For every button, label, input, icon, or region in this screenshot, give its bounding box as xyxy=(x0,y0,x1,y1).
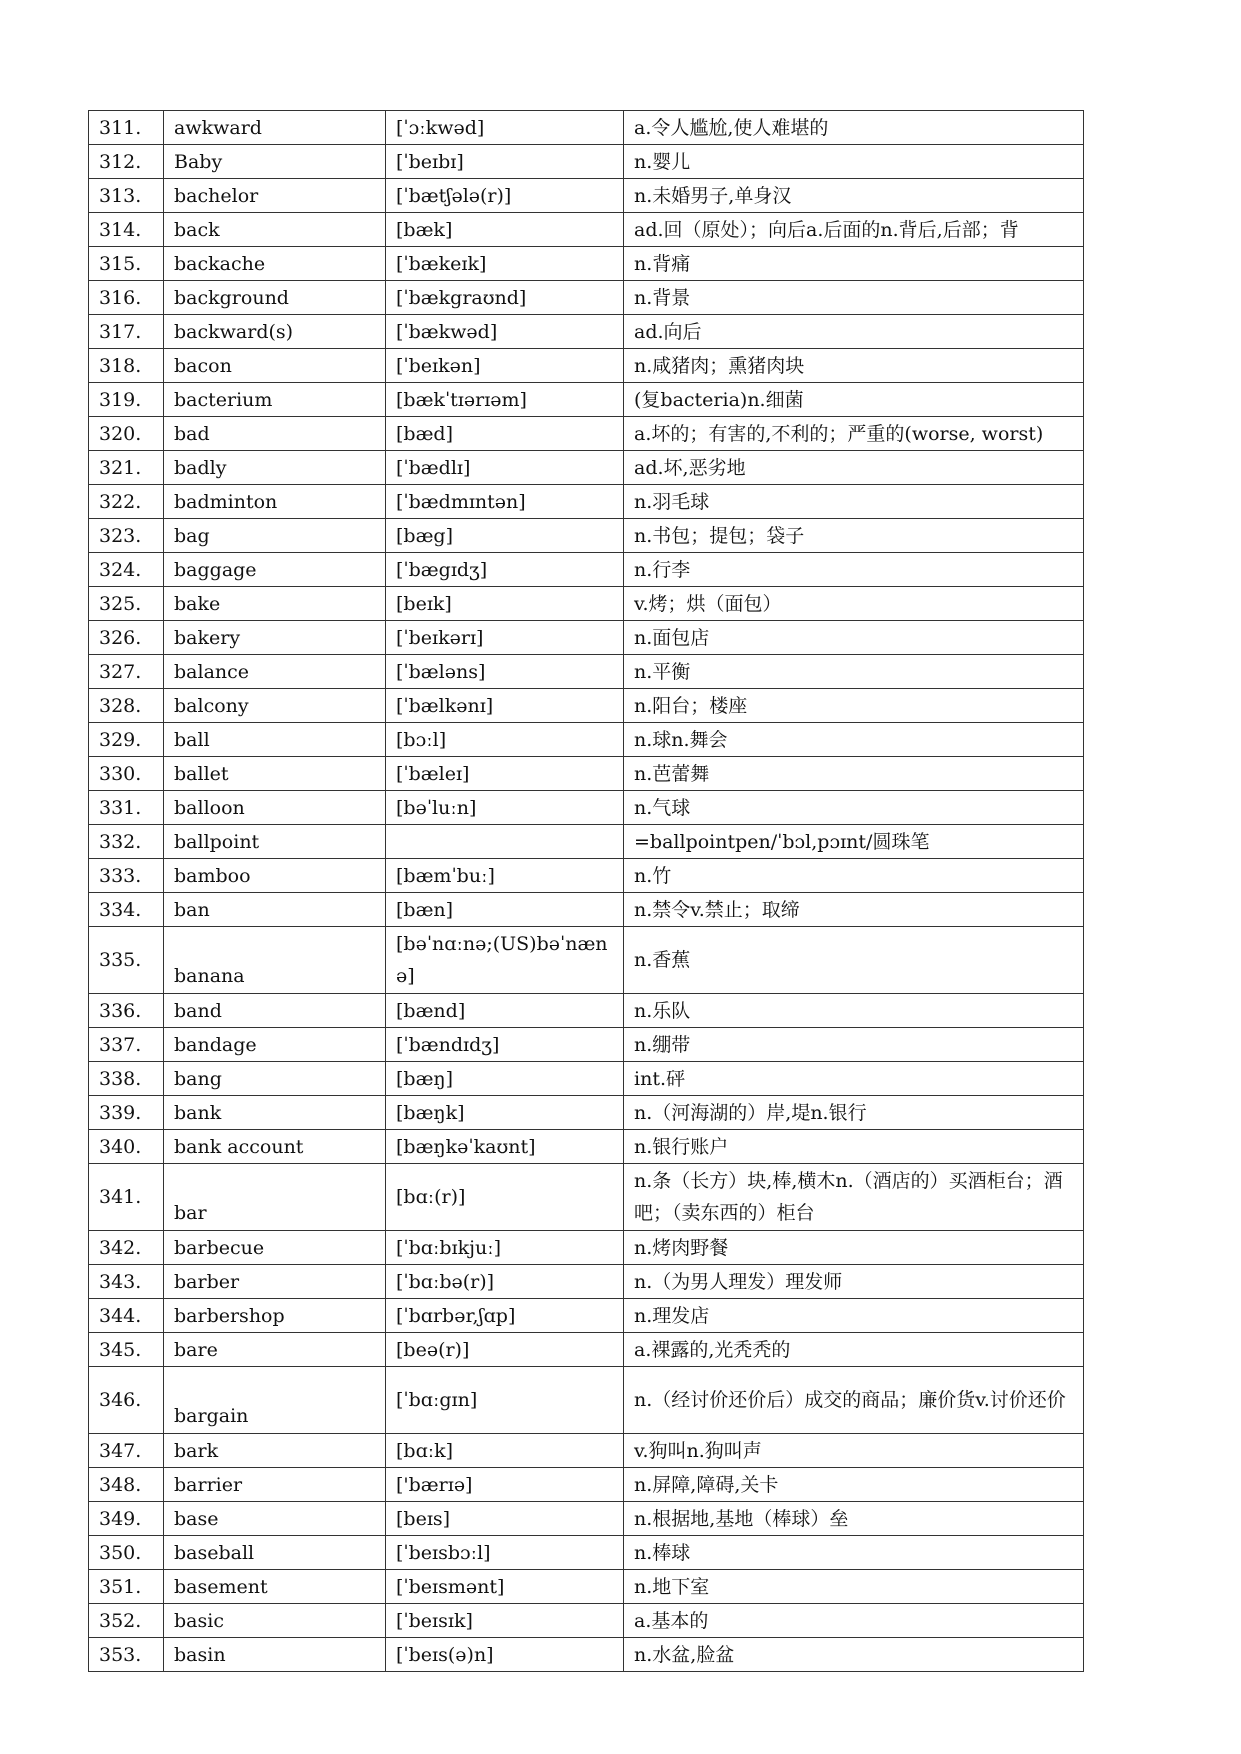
entry-word: backward(s) xyxy=(164,315,386,349)
entry-number: 325. xyxy=(89,587,164,621)
entry-definition: n.阳台；楼座 xyxy=(624,689,1084,723)
entry-definition: n.理发店 xyxy=(624,1299,1084,1333)
entry-phonetic: [bæg] xyxy=(386,519,624,553)
entry-number: 330. xyxy=(89,757,164,791)
entry-number: 311. xyxy=(89,111,164,145)
entry-word: baggage xyxy=(164,553,386,587)
table-row xyxy=(89,383,1084,417)
entry-number: 339. xyxy=(89,1096,164,1130)
entry-word: bark xyxy=(164,1434,386,1468)
table-row xyxy=(89,1231,1084,1265)
entry-definition: n.羽毛球 xyxy=(624,485,1084,519)
table-row xyxy=(89,621,1084,655)
entry-number: 335. xyxy=(89,927,164,994)
entry-phonetic: [ˈbeɪsmənt] xyxy=(386,1570,624,1604)
table-row xyxy=(89,1028,1084,1062)
table-row xyxy=(89,315,1084,349)
table-row xyxy=(89,111,1084,145)
entry-phonetic: [ˈbætʃələ(r)] xyxy=(386,179,624,213)
entry-definition: v.狗叫n.狗叫声 xyxy=(624,1434,1084,1468)
entry-definition: v.烤；烘（面包） xyxy=(624,587,1084,621)
entry-definition: n.球n.舞会 xyxy=(624,723,1084,757)
entry-number: 337. xyxy=(89,1028,164,1062)
table-row xyxy=(89,281,1084,315)
entry-number: 327. xyxy=(89,655,164,689)
entry-phonetic: [ˈbæləns] xyxy=(386,655,624,689)
table-row xyxy=(89,349,1084,383)
table-row xyxy=(89,1468,1084,1502)
entry-phonetic: [ˈbeɪsɪk] xyxy=(386,1604,624,1638)
table-row xyxy=(89,723,1084,757)
entry-number: 318. xyxy=(89,349,164,383)
table-row xyxy=(89,1265,1084,1299)
entry-definition: n.芭蕾舞 xyxy=(624,757,1084,791)
entry-phonetic: [bækˈtɪərɪəm] xyxy=(386,383,624,417)
entry-word: balance xyxy=(164,655,386,689)
entry-number: 348. xyxy=(89,1468,164,1502)
entry-number: 316. xyxy=(89,281,164,315)
entry-definition: (复bacteria)n.细菌 xyxy=(624,383,1084,417)
entry-word: bachelor xyxy=(164,179,386,213)
entry-phonetic: [ˈbɑːbə(r)] xyxy=(386,1265,624,1299)
entry-definition: n.乐队 xyxy=(624,994,1084,1028)
entry-number: 314. xyxy=(89,213,164,247)
table-row xyxy=(89,587,1084,621)
entry-number: 351. xyxy=(89,1570,164,1604)
entry-word: ban xyxy=(164,893,386,927)
vocabulary-table xyxy=(88,110,1084,1672)
entry-number: 319. xyxy=(89,383,164,417)
entry-phonetic: [ˈbændɪdʒ] xyxy=(386,1028,624,1062)
entry-phonetic: [beɪk] xyxy=(386,587,624,621)
entry-phonetic: [ˈbækgraʊnd] xyxy=(386,281,624,315)
entry-phonetic: [ˈbædmɪntən] xyxy=(386,485,624,519)
table-row xyxy=(89,417,1084,451)
entry-definition: n.咸猪肉；熏猪肉块 xyxy=(624,349,1084,383)
entry-number: 332. xyxy=(89,825,164,859)
table-row xyxy=(89,689,1084,723)
entry-number: 324. xyxy=(89,553,164,587)
entry-phonetic: [bæŋ] xyxy=(386,1062,624,1096)
table-row xyxy=(89,655,1084,689)
entry-number: 344. xyxy=(89,1299,164,1333)
entry-definition: n.禁令v.禁止；取缔 xyxy=(624,893,1084,927)
entry-phonetic: [ˈbeɪkərɪ] xyxy=(386,621,624,655)
entry-phonetic: [bæk] xyxy=(386,213,624,247)
table-row xyxy=(89,1096,1084,1130)
entry-definition: n.烤肉野餐 xyxy=(624,1231,1084,1265)
entry-word: baseball xyxy=(164,1536,386,1570)
entry-phonetic: [bæŋkəˈkaʊnt] xyxy=(386,1130,624,1164)
entry-definition: a.基本的 xyxy=(624,1604,1084,1638)
entry-word: base xyxy=(164,1502,386,1536)
entry-number: 321. xyxy=(89,451,164,485)
entry-number: 328. xyxy=(89,689,164,723)
entry-definition: n.背痛 xyxy=(624,247,1084,281)
entry-word: back xyxy=(164,213,386,247)
entry-phonetic: [ˈbægɪdʒ] xyxy=(386,553,624,587)
entry-word: bamboo xyxy=(164,859,386,893)
table-row xyxy=(89,1130,1084,1164)
entry-definition: n.婴儿 xyxy=(624,145,1084,179)
entry-word: bar xyxy=(164,1164,386,1231)
entry-phonetic: [ˈbeɪkən] xyxy=(386,349,624,383)
entry-definition: ad.坏,恶劣地 xyxy=(624,451,1084,485)
entry-word: barrier xyxy=(164,1468,386,1502)
entry-definition: n.未婚男子,单身汉 xyxy=(624,179,1084,213)
entry-phonetic: [bæmˈbuː] xyxy=(386,859,624,893)
table-row xyxy=(89,791,1084,825)
entry-number: 331. xyxy=(89,791,164,825)
entry-word: bakery xyxy=(164,621,386,655)
entry-definition: n.面包店 xyxy=(624,621,1084,655)
entry-word: bacon xyxy=(164,349,386,383)
table-row xyxy=(89,213,1084,247)
table-row xyxy=(89,485,1084,519)
entry-word: balloon xyxy=(164,791,386,825)
entry-definition: a.令人尴尬,使人难堪的 xyxy=(624,111,1084,145)
entry-word: ball xyxy=(164,723,386,757)
entry-phonetic: ['bærɪə] xyxy=(386,1468,624,1502)
entry-number: 347. xyxy=(89,1434,164,1468)
entry-word: background xyxy=(164,281,386,315)
entry-number: 320. xyxy=(89,417,164,451)
entry-phonetic: [bæn] xyxy=(386,893,624,927)
entry-definition: n.背景 xyxy=(624,281,1084,315)
table-row xyxy=(89,247,1084,281)
entry-definition: n.屏障,障碍,关卡 xyxy=(624,1468,1084,1502)
entry-phonetic: [bɑː(r)] xyxy=(386,1164,624,1231)
entry-number: 323. xyxy=(89,519,164,553)
entry-definition: n.气球 xyxy=(624,791,1084,825)
entry-word: Baby xyxy=(164,145,386,179)
entry-definition: n.平衡 xyxy=(624,655,1084,689)
entry-number: 334. xyxy=(89,893,164,927)
entry-phonetic: [beɪs] xyxy=(386,1502,624,1536)
entry-number: 312. xyxy=(89,145,164,179)
table-row xyxy=(89,179,1084,213)
entry-definition: n.水盆,脸盆 xyxy=(624,1638,1084,1672)
entry-phonetic: [bɔːl] xyxy=(386,723,624,757)
entry-phonetic: [ˈɔːkwəd] xyxy=(386,111,624,145)
table-row xyxy=(89,1502,1084,1536)
entry-number: 346. xyxy=(89,1367,164,1434)
table-row xyxy=(89,1299,1084,1333)
entry-word: barbershop xyxy=(164,1299,386,1333)
entry-word: badminton xyxy=(164,485,386,519)
entry-word: bacterium xyxy=(164,383,386,417)
entry-word: band xyxy=(164,994,386,1028)
vocabulary-table-body xyxy=(89,111,1084,1672)
entry-phonetic: [ˈbælkənɪ] xyxy=(386,689,624,723)
entry-definition: n.条（长方）块,棒,横木n.（酒店的）买酒柜台；酒吧；（卖东西的）柜台 xyxy=(624,1164,1084,1231)
table-row xyxy=(89,1164,1084,1231)
entry-number: 350. xyxy=(89,1536,164,1570)
entry-phonetic: [bænd] xyxy=(386,994,624,1028)
entry-number: 352. xyxy=(89,1604,164,1638)
entry-word: basin xyxy=(164,1638,386,1672)
entry-word: bare xyxy=(164,1333,386,1367)
entry-definition: n.香蕉 xyxy=(624,927,1084,994)
entry-word: bang xyxy=(164,1062,386,1096)
entry-number: 341. xyxy=(89,1164,164,1231)
entry-phonetic: [bæŋk] xyxy=(386,1096,624,1130)
entry-word: bake xyxy=(164,587,386,621)
entry-definition: n.（河海湖的）岸,堤n.银行 xyxy=(624,1096,1084,1130)
table-row xyxy=(89,1536,1084,1570)
entry-phonetic: [ˈbækeɪk] xyxy=(386,247,624,281)
entry-definition: a.裸露的,光秃秃的 xyxy=(624,1333,1084,1367)
table-row xyxy=(89,1062,1084,1096)
entry-phonetic: [ˈbeɪsbɔːl] xyxy=(386,1536,624,1570)
entry-word: bandage xyxy=(164,1028,386,1062)
entry-phonetic: [bɑːk] xyxy=(386,1434,624,1468)
entry-definition: n.行李 xyxy=(624,553,1084,587)
entry-definition: n.棒球 xyxy=(624,1536,1084,1570)
entry-phonetic: [ˈbɑːgɪn] xyxy=(386,1367,624,1434)
entry-definition: n.银行账户 xyxy=(624,1130,1084,1164)
entry-definition: n.竹 xyxy=(624,859,1084,893)
entry-definition: a.坏的；有害的,不利的；严重的(worse, worst) xyxy=(624,417,1084,451)
table-row xyxy=(89,994,1084,1028)
entry-phonetic: [bæd] xyxy=(386,417,624,451)
entry-phonetic: [ˈbeɪbɪ] xyxy=(386,145,624,179)
entry-number: 343. xyxy=(89,1265,164,1299)
table-row xyxy=(89,893,1084,927)
entry-word: ballpoint xyxy=(164,825,386,859)
table-row xyxy=(89,553,1084,587)
entry-phonetic: [bəˈnɑːnə;(US)bəˈnænə] xyxy=(386,927,624,994)
entry-number: 333. xyxy=(89,859,164,893)
entry-word: bag xyxy=(164,519,386,553)
entry-word: basement xyxy=(164,1570,386,1604)
entry-number: 340. xyxy=(89,1130,164,1164)
table-row xyxy=(89,1570,1084,1604)
entry-number: 345. xyxy=(89,1333,164,1367)
entry-number: 336. xyxy=(89,994,164,1028)
entry-definition: n.地下室 xyxy=(624,1570,1084,1604)
table-row xyxy=(89,859,1084,893)
entry-word: basic xyxy=(164,1604,386,1638)
entry-phonetic: [ˈbɑrbər,ʃɑp] xyxy=(386,1299,624,1333)
entry-word: balcony xyxy=(164,689,386,723)
entry-definition: n.绷带 xyxy=(624,1028,1084,1062)
entry-word: bargain xyxy=(164,1367,386,1434)
entry-number: 342. xyxy=(89,1231,164,1265)
table-row xyxy=(89,451,1084,485)
table-row xyxy=(89,1367,1084,1434)
table-row xyxy=(89,519,1084,553)
table-row xyxy=(89,1434,1084,1468)
entry-phonetic xyxy=(386,825,624,859)
entry-word: ballet xyxy=(164,757,386,791)
entry-definition: =ballpointpen/ˈbɔl,pɔɪnt/圆珠笔 xyxy=(624,825,1084,859)
entry-word: badly xyxy=(164,451,386,485)
entry-phonetic: [ˈbæleɪ] xyxy=(386,757,624,791)
table-row xyxy=(89,927,1084,994)
entry-number: 353. xyxy=(89,1638,164,1672)
entry-word: barber xyxy=(164,1265,386,1299)
entry-number: 322. xyxy=(89,485,164,519)
entry-phonetic: [ˈbɑːbɪkjuː] xyxy=(386,1231,624,1265)
table-row xyxy=(89,145,1084,179)
entry-number: 326. xyxy=(89,621,164,655)
entry-word: bad xyxy=(164,417,386,451)
entry-number: 313. xyxy=(89,179,164,213)
entry-definition: ad.向后 xyxy=(624,315,1084,349)
table-row xyxy=(89,1333,1084,1367)
entry-number: 315. xyxy=(89,247,164,281)
entry-phonetic: [ˈbækwəd] xyxy=(386,315,624,349)
entry-word: bank xyxy=(164,1096,386,1130)
entry-definition: n.（为男人理发）理发师 xyxy=(624,1265,1084,1299)
entry-word: backache xyxy=(164,247,386,281)
entry-definition: n.书包；提包；袋子 xyxy=(624,519,1084,553)
entry-phonetic: [bəˈluːn] xyxy=(386,791,624,825)
entry-word: banana xyxy=(164,927,386,994)
table-row xyxy=(89,757,1084,791)
table-row xyxy=(89,1604,1084,1638)
entry-number: 349. xyxy=(89,1502,164,1536)
entry-phonetic: [ˈbædlɪ] xyxy=(386,451,624,485)
entry-definition: int.砰 xyxy=(624,1062,1084,1096)
entry-word: awkward xyxy=(164,111,386,145)
entry-number: 338. xyxy=(89,1062,164,1096)
entry-number: 329. xyxy=(89,723,164,757)
entry-phonetic: [beə(r)] xyxy=(386,1333,624,1367)
entry-word: barbecue xyxy=(164,1231,386,1265)
entry-phonetic: [ˈbeɪs(ə)n] xyxy=(386,1638,624,1672)
entry-definition: n.（经讨价还价后）成交的商品；廉价货v.讨价还价 xyxy=(624,1367,1084,1434)
entry-word: bank account xyxy=(164,1130,386,1164)
table-row xyxy=(89,825,1084,859)
table-row xyxy=(89,1638,1084,1672)
entry-definition: ad.回（原处）；向后a.后面的n.背后,后部；背 xyxy=(624,213,1084,247)
entry-definition: n.根据地,基地（棒球）垒 xyxy=(624,1502,1084,1536)
entry-number: 317. xyxy=(89,315,164,349)
